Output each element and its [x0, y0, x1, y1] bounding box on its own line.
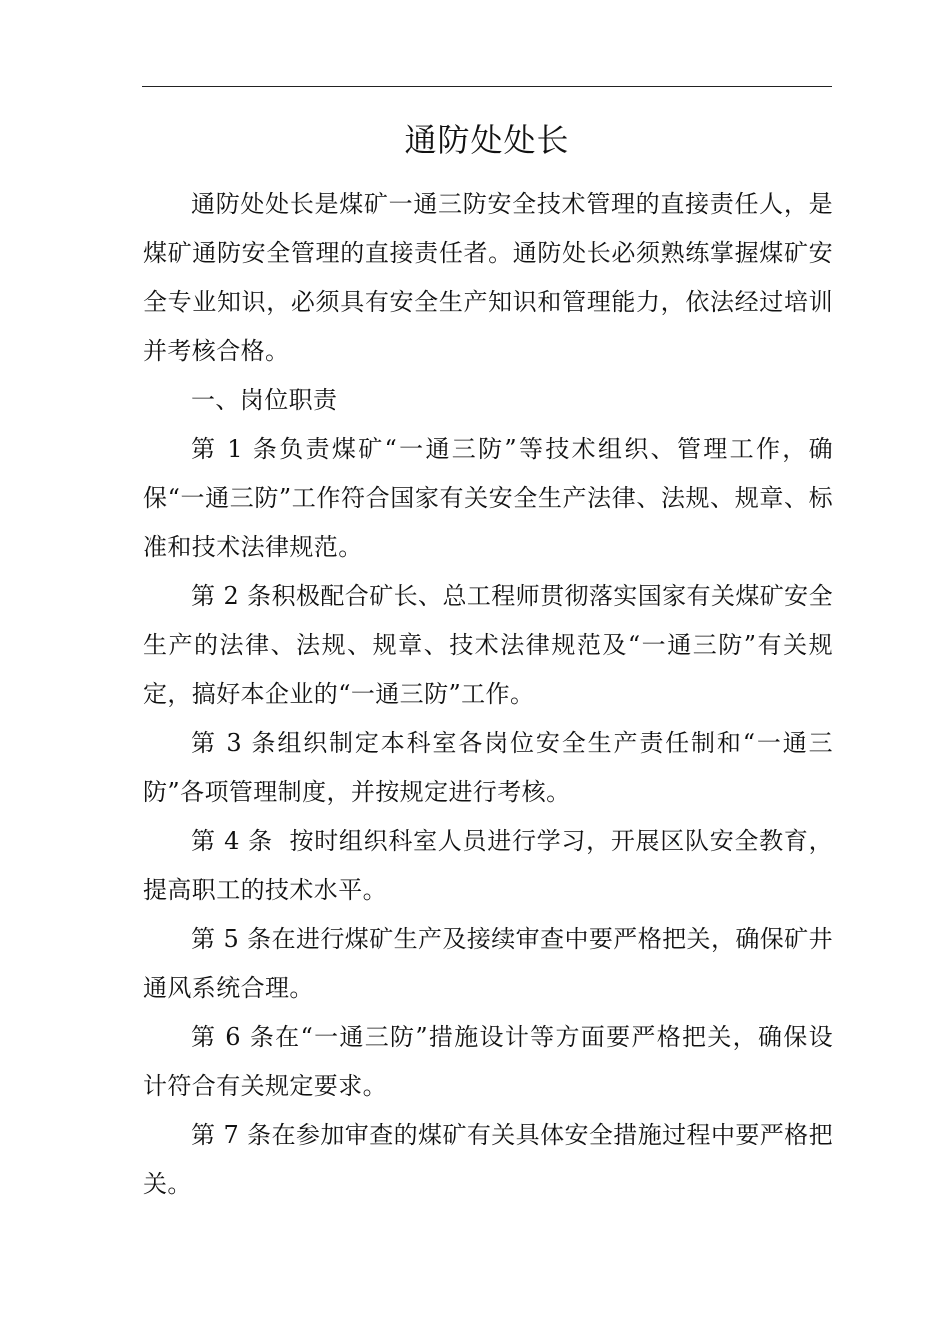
header-rule — [142, 86, 832, 87]
document-title: 通防处处长 — [404, 121, 570, 159]
article-2: 第 2 条积极配合矿长、总工程师贯彻落实国家有关煤矿安全生产的法律、法规、规章、技术法律规范及“一通三防”有关规定，搞好本企业的“一通三防”工作。 — [143, 582, 833, 708]
section-heading: 一、岗位职责 — [191, 386, 338, 414]
article-7: 第 7 条在参加审查的煤矿有关具体安全措施过程中要严格把关。 — [143, 1121, 833, 1198]
intro-paragraph: 通防处处长是煤矿一通三防安全技术管理的直接责任人，是煤矿通防安全管理的直接责任者。通防处长必须熟练掌握煤矿安全专业知识，必须具有安全生产知识和管理能力，依法经过培训并考核合格。 — [143, 190, 833, 365]
article-1: 第 1 条负责煤矿“一通三防”等技术组织、管理工作，确保“一通三防”工作符合国家有关安全生产法律、法规、规章、标准和技术法律规范。 — [143, 435, 833, 561]
article-6: 第 6 条在“一通三防”措施设计等方面要严格把关，确保设计符合有关规定要求。 — [143, 1023, 833, 1100]
article-3: 第 3 条组织制定本科室各岗位安全生产责任制和“一通三防”各项管理制度，并按规定进行考核。 — [143, 729, 833, 806]
article-5: 第 5 条在进行煤矿生产及接续审查中要严格把关，确保矿井通风系统合理。 — [143, 925, 833, 1002]
document-body — [143, 180, 833, 1209]
article-4: 第 4 条 按时组织科室人员进行学习，开展区队安全教育，提高职工的技术水平。 — [143, 827, 833, 904]
